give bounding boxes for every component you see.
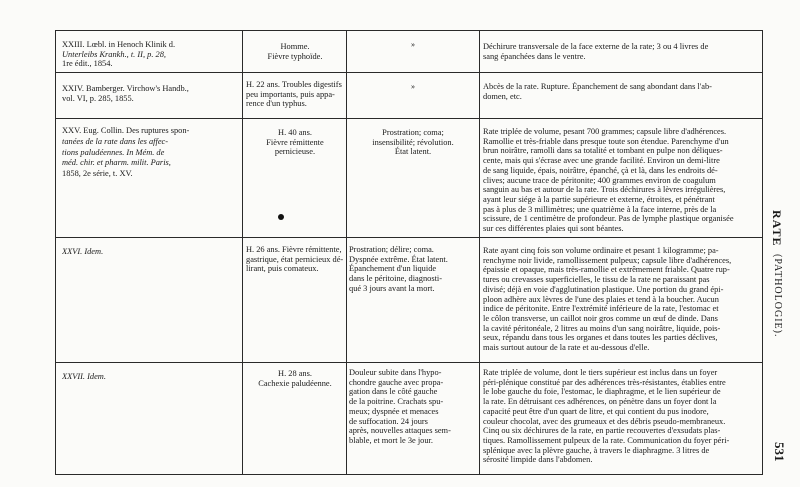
- row-4-lesions-line: seux, répandu dans tous les organes et dans toutes les parties déclives,: [483, 333, 718, 343]
- table-rule-row-2: [55, 72, 763, 73]
- row-3-source-line: méd. chir. et pharm. milit. Paris,: [62, 158, 171, 168]
- table-rule-top: [55, 30, 763, 31]
- row-3-source-line: XXV. Eug. Collin. Des ruptures spon-: [62, 126, 190, 135]
- row-3-lesions-line: clives; aucune trace de péritonite; 400 grammes environ de coagulum: [483, 175, 716, 185]
- row-5-symptoms-line: blable, et mort le 3e jour.: [349, 435, 433, 445]
- row-4-lesions: [483, 246, 759, 353]
- row-3-lesions-line: ayant leur siége à la partie supérieure et externe, étroites, et pénétrant: [483, 194, 715, 204]
- row-3-subject-line: Fièvre rémittente pernicieuse.: [266, 137, 324, 157]
- row-5-lesions-line: Cinq ou six déchirures de la rate, en partie recouvertes d'exsudats plas-: [483, 426, 721, 436]
- running-head: [769, 210, 784, 338]
- running-head-title: RATE: [770, 210, 784, 247]
- row-2-source-line: XXIV. Bamberger. Virchow's Handb.,: [62, 84, 189, 93]
- row-3-lesions-line: sur ces différentes plaies qui sont béantes.: [483, 224, 624, 234]
- row-3-lesions-line: scissure, de 1 centimètre de profondeur. Pas de lymphe plastique organisée: [483, 214, 734, 224]
- row-2-source-line: vol. VI, p. 285, 1855.: [62, 93, 134, 103]
- row-4-subject-line: gastrique, état pernicieux dé-: [246, 254, 344, 264]
- row-4-source: [62, 247, 240, 257]
- row-5-lesions-line: capacité peut être d'un quart de litre, et qui contient du pus inodore,: [483, 406, 709, 416]
- row-1-symptoms: [349, 40, 477, 50]
- row-2-source: [62, 84, 240, 103]
- row-3-lesions: [483, 127, 759, 234]
- row-4-lesions-line: divisé; déjà en voie d'agglutination plastique. Une portion du grand épi-: [483, 284, 724, 294]
- row-1-subject-line: Fièvre typhoïde.: [267, 51, 323, 61]
- row-4-lesions-line: la cavité péritonéale, 2 litres au moins d'un sang noirâtre, liquide, pois-: [483, 323, 721, 333]
- row-4-lesions-line: indice de péritonite. Entre l'extrémité inférieure de la rate, l'estomac et: [483, 304, 719, 314]
- row-5-subject: [246, 369, 344, 388]
- row-5-symptoms-line: après, nouvelles attaques sem-: [349, 426, 451, 436]
- row-1-lesions-line: sang épanchées dans le ventre.: [483, 51, 586, 61]
- row-5-symptoms-line: chondre gauche avec propa-: [349, 377, 444, 387]
- row-1-source-line: XXIII. Lœbl. in Henoch Klinik d.: [62, 40, 176, 49]
- table-rule-bottom: [55, 474, 763, 475]
- row-5-lesions-line: splénique avec la plèvre gauche, à travers le diaphragme. 3 litres de: [483, 445, 710, 455]
- row-4-lesions-line: épaissie et opaque, mais très-ramollie et extrêmement friable. Quatre rup-: [483, 265, 730, 275]
- row-3-source-line: 1858, 2e série, t. XV.: [62, 169, 133, 179]
- row-5-lesions-line: Rate triplée de volume, dont le tiers supérieur est inclus dans un foyer: [483, 368, 718, 377]
- running-head-subtitle: (PATHOLOGIE).: [772, 254, 783, 338]
- row-4-symptoms-line: Épanchement d'un liquide: [349, 264, 437, 274]
- row-5-subject-line: H. 28 ans.: [278, 369, 312, 378]
- row-2-subject-line: H. 22 ans. Troubles digestifs: [246, 80, 342, 89]
- row-1-symptoms-line: »: [411, 40, 415, 49]
- table-rule-row-3: [55, 118, 763, 119]
- row-1-source-line: Unterleibs Krankh., t. II, p. 28,: [62, 49, 166, 59]
- row-5-lesions-line: sérosité limpide dans l'abdomen.: [483, 455, 593, 465]
- row-1-lesions: [483, 42, 759, 61]
- row-5-symptoms-line: Douleur subite dans l'hypo-: [349, 368, 442, 377]
- row-5-symptoms: [349, 368, 477, 446]
- table-col-rule-2: [242, 30, 243, 474]
- row-4-subject-line: lirant, puis comateux.: [246, 264, 319, 274]
- page-number: 531: [772, 442, 787, 462]
- row-4-symptoms-line: dans le péritoine, diagnosti-: [349, 274, 443, 284]
- row-3-lesions-line: de sang liquide, épais, noirâtre, épanché, çà et là, dans les endroits dé-: [483, 165, 718, 175]
- row-4-subject: [246, 245, 344, 274]
- row-2-subject-line: rence d'un typhus.: [246, 99, 307, 109]
- row-5-symptoms-line: de suffocation. 24 jours: [349, 416, 428, 426]
- row-2-symptoms: [349, 82, 477, 92]
- row-4-subject-line: H. 26 ans. Fièvre rémittente,: [246, 245, 342, 254]
- row-4-lesions-line: renchyme noir livide, ramollissement pulpeux; capsule libre d'adhérences,: [483, 255, 732, 265]
- row-4-lesions-line: ploon adhère aux lèvres de l'une des plaies et tend à la boucher. Aucun: [483, 294, 719, 304]
- row-5-subject-line: Cachexie paludéenne.: [258, 378, 332, 388]
- row-3-source-line: tions paludéennes. In Mém. de: [62, 147, 165, 157]
- table-rule-row-4: [55, 237, 763, 238]
- row-4-lesions-line: le côlon transverse, un caillot noir gros comme un œuf de dinde. Dans: [483, 313, 718, 323]
- row-5-symptoms-line: meux; dyspnée et menaces: [349, 406, 439, 416]
- row-3-lesions-line: Ramollie et très-friable dans presque toute son étendue. Parenchyme d'un: [483, 136, 729, 146]
- row-5-symptoms-line: de la poitrine. Crachats spu-: [349, 397, 444, 407]
- row-2-lesions: [483, 82, 759, 101]
- table-col-rule-3: [346, 30, 347, 474]
- row-2-lesions-line: domen, etc.: [483, 91, 522, 101]
- row-3-lesions-line: Rate triplée de volume, pesant 700 grammes; capsule libre d'adhérences.: [483, 127, 727, 136]
- row-5-lesions: [483, 368, 759, 465]
- row-1-subject: [246, 42, 344, 61]
- row-5-lesions-line: tiques. Ramollissement pulpeux de la rate. Communication du foyer péri-: [483, 435, 730, 445]
- row-5-source: [62, 372, 240, 382]
- row-3-symptoms-line: État latent.: [394, 147, 432, 157]
- row-4-symptoms-line: Dyspnée extrême. État latent.: [349, 254, 448, 264]
- row-4-lesions-line: tures ou crevasses superficielles, le tissu de la rate ne paraissant pas: [483, 275, 710, 285]
- row-1-subject-line: Homme.: [280, 42, 310, 51]
- row-5-lesions-line: la rate. En détruisant ces adhérences, on pénètre dans un foyer dont la: [483, 397, 717, 407]
- row-4-lesions-line: Rate ayant cinq fois son volume ordinaire et pesant 1 kilogramme; pa-: [483, 246, 719, 255]
- row-5-lesions-line: péri-plénique constitué par des adhérences très-résistantes, établies entre: [483, 377, 726, 387]
- row-4-lesions-line: mais surtout autour de la rate et au-dessous d'elle.: [483, 343, 650, 353]
- row-5-lesions-line: couleur chocolat, avec des grumeaux et des débris pseudo-membraneux.: [483, 416, 726, 426]
- row-1-source-line: 1re édit., 1854.: [62, 59, 113, 69]
- row-1-source: [62, 40, 240, 69]
- row-5-symptoms-line: gation dans le côté gauche: [349, 387, 438, 397]
- table-col-rule-1: [55, 30, 56, 474]
- row-3-symptoms: [349, 128, 477, 157]
- row-4-symptoms-line: Prostration; délire; coma.: [349, 245, 434, 254]
- ink-spot-dot: [278, 214, 284, 220]
- row-4-source-line: XXVI. Idem.: [62, 247, 104, 256]
- row-3-lesions-line: pas à plus de 3 millimètres; une quatrième à la face interne, près de la: [483, 204, 717, 214]
- row-3-symptoms-line: Prostration; coma;: [382, 128, 444, 137]
- row-2-lesions-line: Abcès de la rate. Rupture. Épanchement de sang abondant dans l'ab-: [483, 82, 712, 91]
- row-5-source-line: XXVII. Idem.: [62, 372, 106, 381]
- row-3-subject: [246, 128, 344, 157]
- row-4-symptoms: [349, 245, 477, 294]
- table-col-rule-5: [762, 30, 763, 474]
- row-3-lesions-line: sanguin au bas et autour de la rate. Trois déchirures à lèvres irrégulières,: [483, 185, 726, 195]
- row-2-symptoms-line: »: [411, 82, 415, 91]
- row-3-source: [62, 126, 240, 180]
- table-col-rule-4: [479, 30, 480, 474]
- row-1-lesions-line: Déchirure transversale de la face externe de la rate; 3 ou 4 livres de: [483, 42, 709, 51]
- row-3-subject-line: H. 40 ans.: [278, 128, 312, 137]
- row-3-source-line: tanées de la rate dans les affec-: [62, 136, 169, 146]
- row-2-subject: [246, 80, 344, 109]
- row-2-subject-line: peu importants, puis appa-: [246, 89, 335, 99]
- row-5-lesions-line: le lobe gauche du foie, l'estomac, le diaphragme, et le lien supérieur de: [483, 387, 721, 397]
- row-3-lesions-line: brun noirâtre, ramolli dans sa totalité et tombant en pulpe non déliques-: [483, 146, 723, 156]
- row-4-symptoms-line: qué 3 jours avant la mort.: [349, 283, 435, 293]
- row-3-symptoms-line: insensibilité; révolution.: [372, 137, 454, 147]
- table-rule-row-5: [55, 362, 763, 363]
- row-3-lesions-line: cente, mais qui s'écrase avec une grande facilité. Environ un demi-litre: [483, 156, 720, 166]
